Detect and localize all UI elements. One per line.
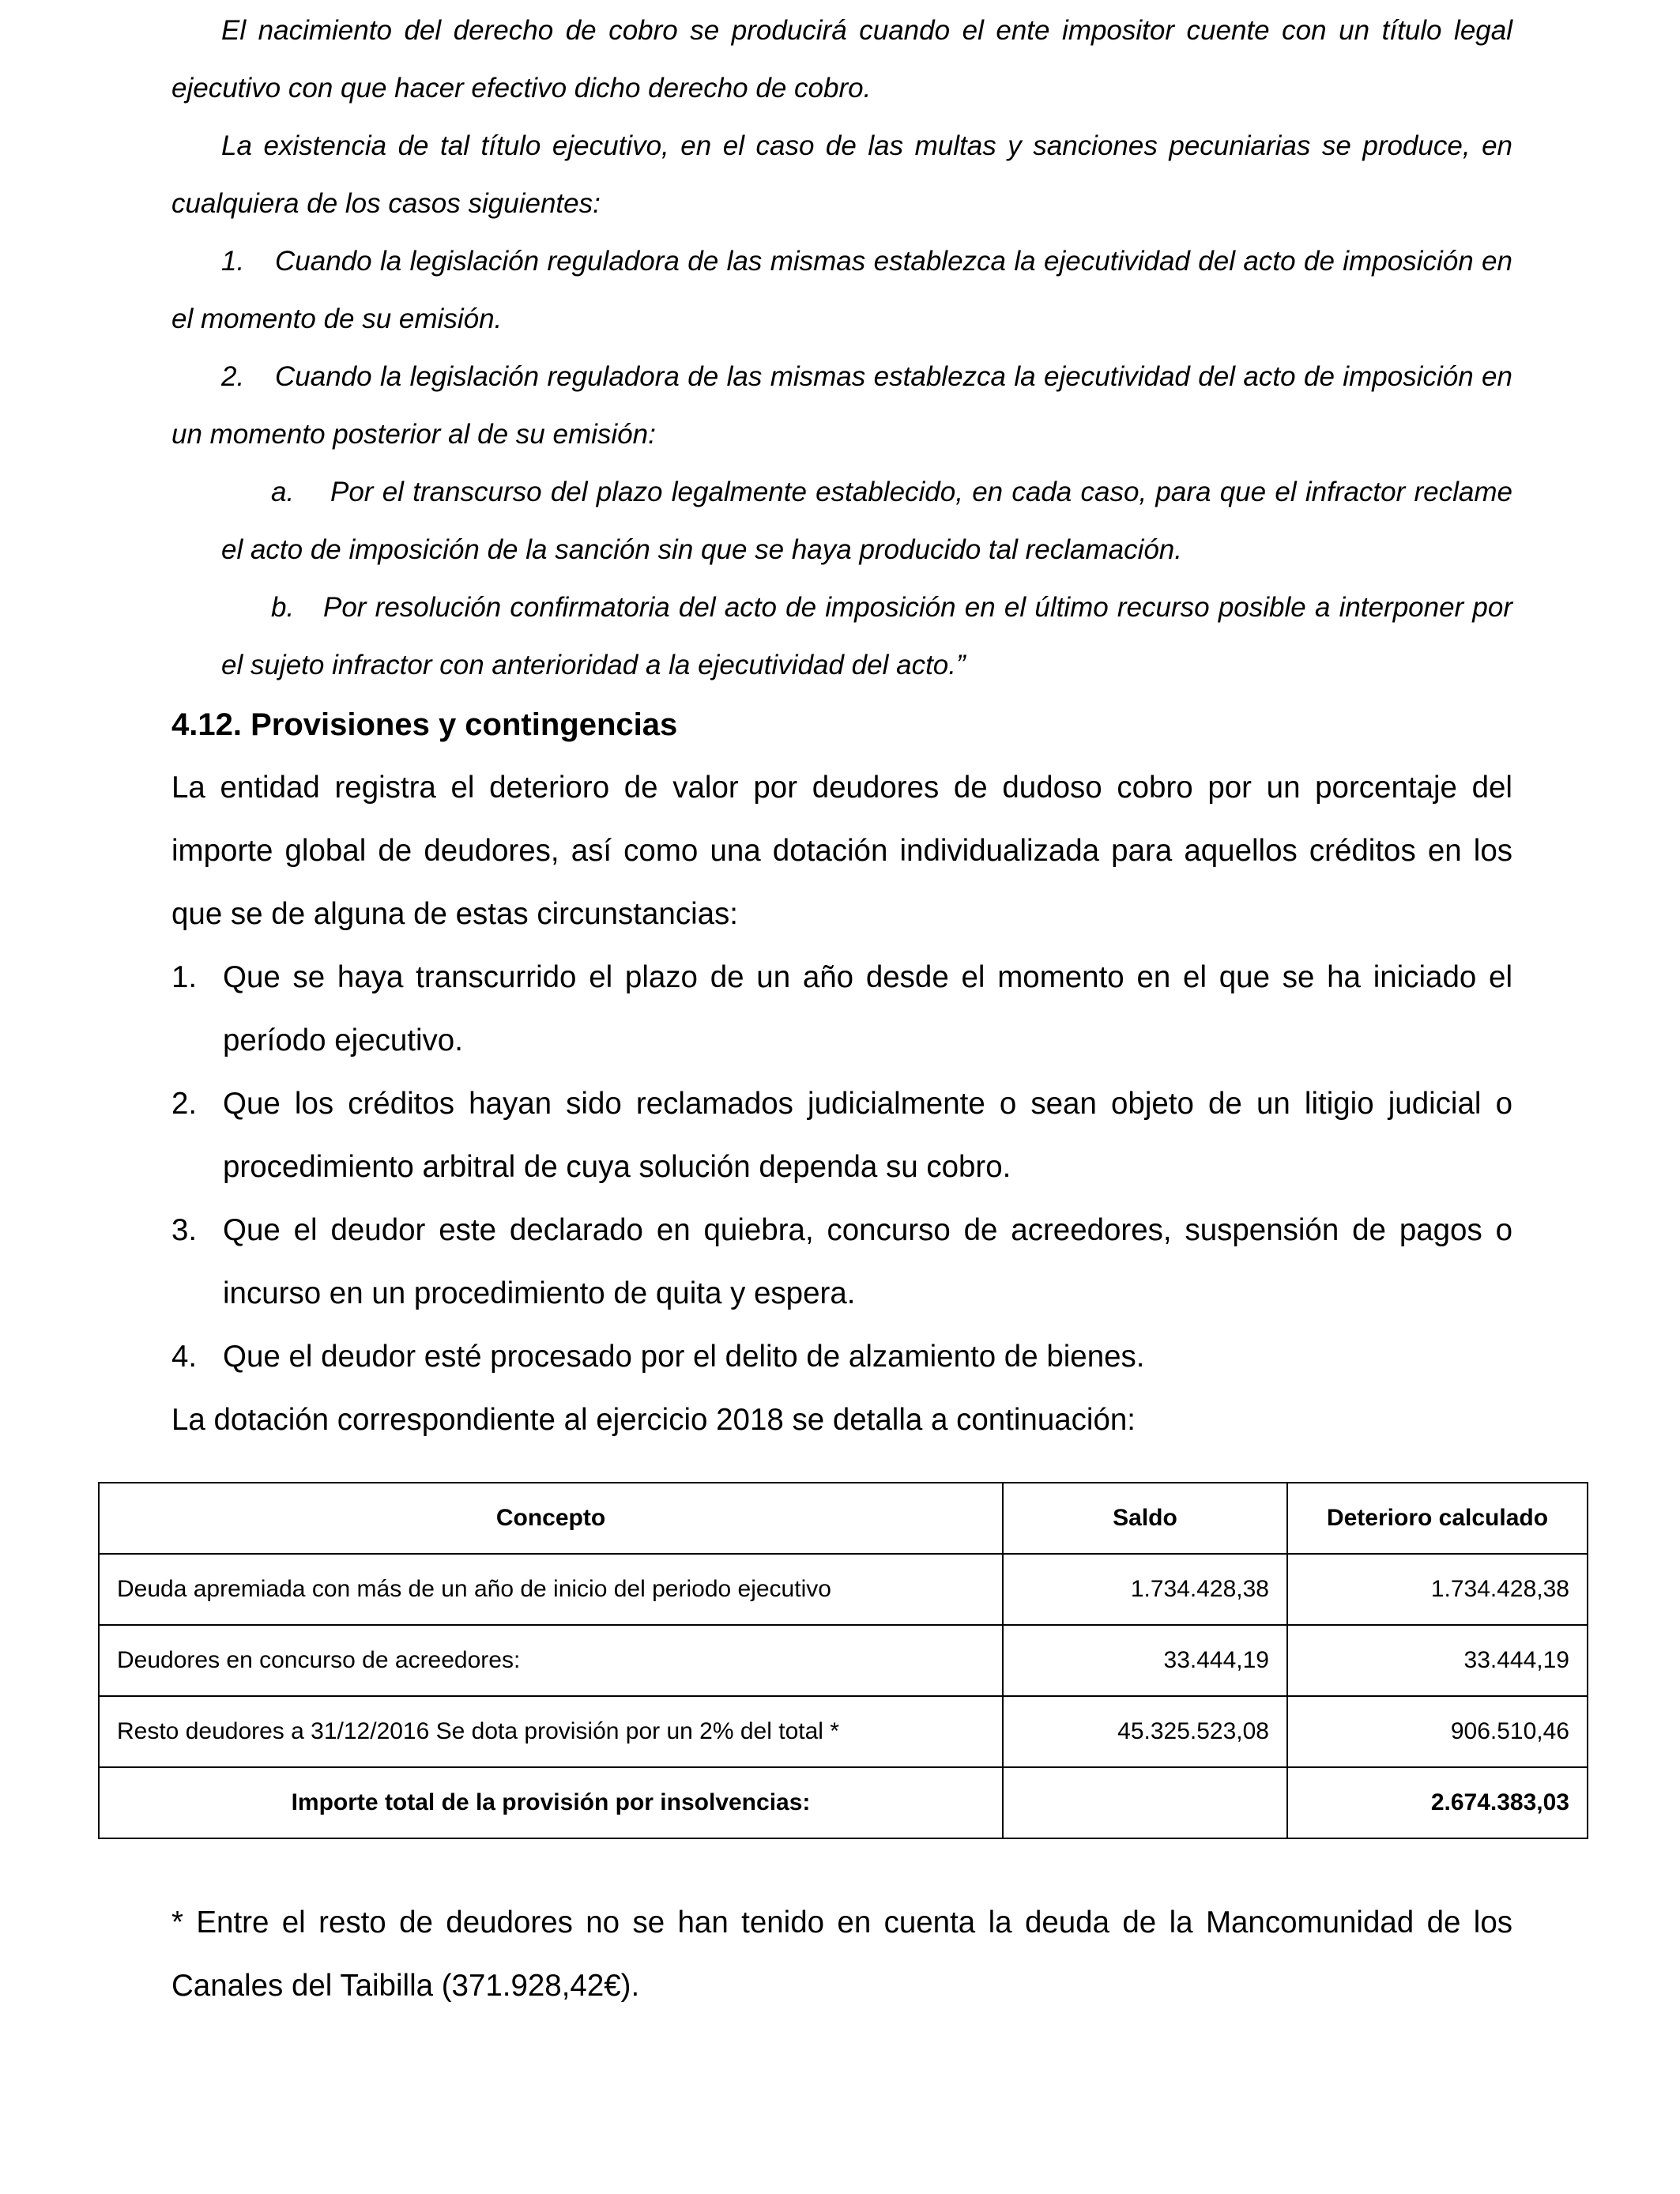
condition-item-3 [171, 1199, 1512, 1325]
list-text: Que los créditos hayan sido reclamados judicialmente o sean objeto de un litigio judicial o procedimiento arbitral de cuya solución dependa su cobro. [223, 1087, 1512, 1184]
list-text: Cuando la legislación reguladora de las mismas establezca la ejecutividad del acto de imposición en un momento posterior al de su emisión: [171, 361, 1512, 450]
table-row [99, 1554, 1588, 1625]
list-number: 2. [221, 361, 245, 392]
list-number: 2. [171, 1087, 198, 1121]
total-deterioro-cell: 2.674.383,03 [1287, 1767, 1588, 1838]
legal-paragraph-1: El nacimiento del derecho de cobro se producirá cuando el ente impositor cuente con un título legal ejecutivo con que hacer efectivo dicho derecho de cobro. [171, 15, 1512, 104]
deterioro-cell: 906.510,46 [1287, 1696, 1588, 1767]
list-text: Cuando la legislación reguladora de las mismas establezca la ejecutividad del acto de imposición en el momento de su emisión. [171, 246, 1512, 334]
subitem-text: Por el transcurso del plazo legalmente establecido, en cada caso, para que el infractor reclame el acto de imposición de la sanción sin que se haya producido tal reclamación. [221, 477, 1512, 565]
table-row [99, 1696, 1588, 1767]
total-label-cell: Importe total de la provisión por insolvencias: [99, 1767, 1003, 1838]
section-intro: La entidad registra el deterioro de valor por deudores de dudoso cobro por un porcentaje del importe global de deudores, así como una dotación individualizada para aquellos créditos en los que se de alguna de estas circunstancias: [171, 771, 1512, 931]
concepto-cell: Deuda apremiada con más de un año de inicio del periodo ejecutivo [99, 1554, 1003, 1625]
saldo-cell: 33.444,19 [1003, 1625, 1287, 1696]
list-number: 1. [171, 960, 198, 994]
legal-subitem-a [221, 463, 1512, 579]
table-intro: La dotación correspondiente al ejercicio 2018 se detalla a continuación: [171, 1403, 1136, 1437]
subitem-text: Por resolución confirmatoria del acto de imposición en el último recurso posible a interponer por el sujeto infractor con anterioridad a la ejecutividad del acto.” [221, 592, 1512, 680]
list-text: Que el deudor este declarado en quiebra, concurso de acreedores, suspensión de pagos o incurso en un procedimiento de quita y espera. [223, 1213, 1512, 1310]
footnote: * Entre el resto de deudores no se han tenido en cuenta la deuda de la Mancomunidad de los Canales del Taibilla (371.928,42€). [171, 1906, 1512, 2003]
concepto-cell: Deudores en concurso de acreedores: [99, 1625, 1003, 1696]
provision-table [98, 1482, 1588, 1839]
concepto-cell: Resto deudores a 31/12/2016 Se dota provisión por un 2% del total * [99, 1696, 1003, 1767]
section-heading: 4.12. Provisiones y contingencias [171, 707, 678, 742]
subitem-letter: b. [271, 592, 295, 623]
condition-item-4 [171, 1325, 1512, 1389]
header-saldo: Saldo [1003, 1483, 1287, 1554]
list-number: 4. [171, 1340, 198, 1374]
total-saldo-cell [1003, 1767, 1287, 1838]
header-deterioro: Deterioro calculado [1287, 1483, 1588, 1554]
subitem-letter: a. [271, 477, 295, 507]
table-header-row [99, 1483, 1588, 1554]
deterioro-cell: 1.734.428,38 [1287, 1554, 1588, 1625]
legal-list-item-2 [171, 348, 1512, 463]
list-number: 3. [171, 1213, 198, 1247]
condition-item-2 [171, 1072, 1512, 1199]
table-total-row [99, 1767, 1588, 1838]
table-row [99, 1625, 1588, 1696]
list-text: Que se haya transcurrido el plazo de un año desde el momento en el que se ha iniciado el período ejecutivo. [223, 960, 1512, 1057]
saldo-cell: 45.325.523,08 [1003, 1696, 1287, 1767]
legal-subitem-b [221, 579, 1512, 694]
header-concepto: Concepto [99, 1483, 1003, 1554]
legal-list-item-1 [171, 232, 1512, 348]
condition-item-1 [171, 946, 1512, 1072]
list-number: 1. [221, 246, 245, 277]
legal-paragraph-2: La existencia de tal título ejecutivo, en el caso de las multas y sanciones pecuniarias se produce, en cualquiera de los casos siguientes: [171, 130, 1512, 219]
deterioro-cell: 33.444,19 [1287, 1625, 1588, 1696]
list-text: Que el deudor esté procesado por el delito de alzamiento de bienes. [223, 1340, 1145, 1374]
saldo-cell: 1.734.428,38 [1003, 1554, 1287, 1625]
